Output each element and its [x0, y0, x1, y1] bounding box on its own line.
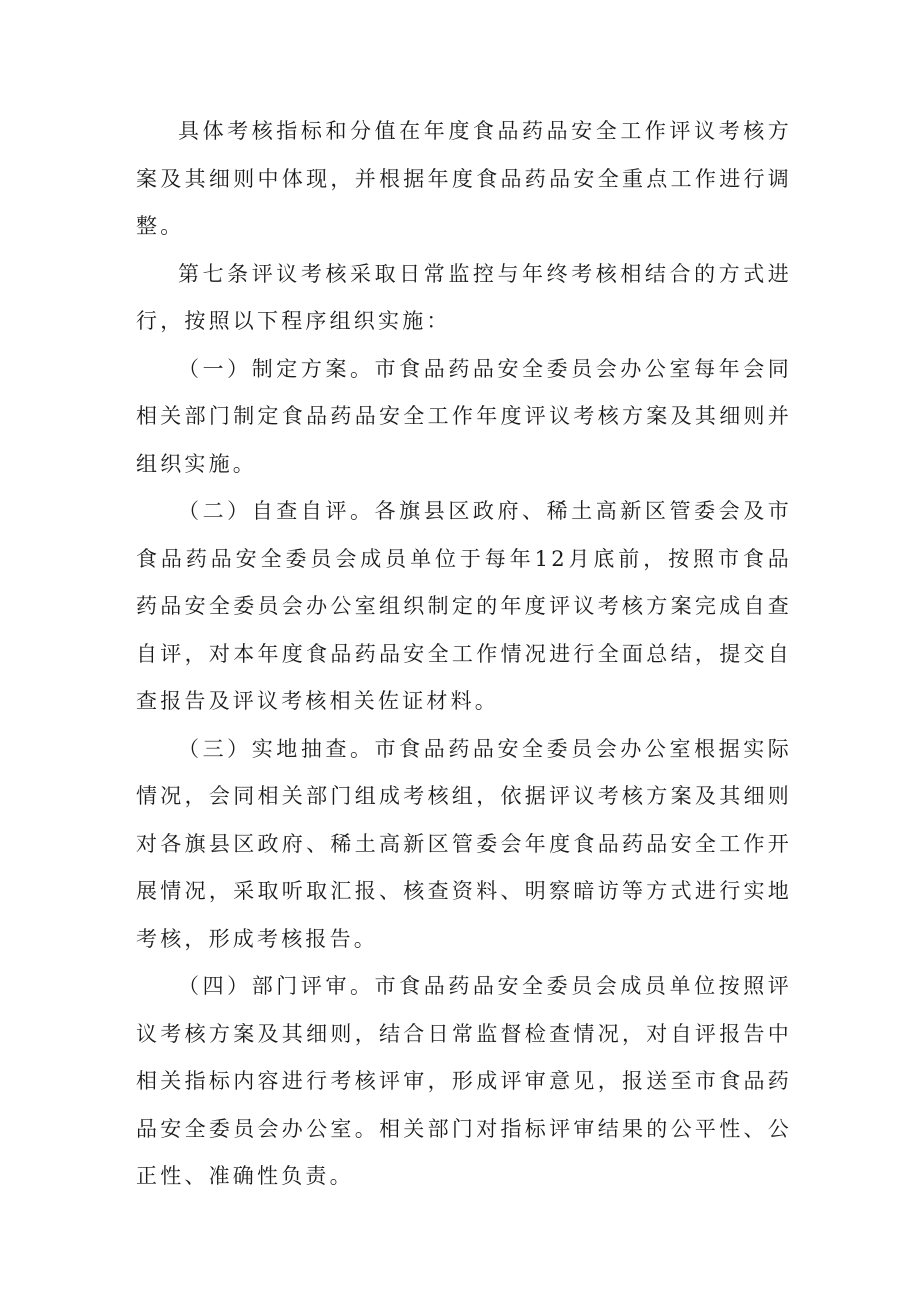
paragraph-step-two: （二）自查自评。各旗县区政府、稀土高新区管委会及市食品药品安全委员会成员单位于每年12月底前，按照市食品药品安全委员会办公室组织制定的年度评议考核方案完成自查自评，对本年度食品药品安全工作情况进行全面总结，提交自查报告及评议考核相关佐证材料。: [136, 499, 792, 713]
paragraph-step-three: （三）实地抽查。市食品药品安全委员会办公室根据实际情况，会同相关部门组成考核组，依据评议考核方案及其细则对各旗县区政府、稀土高新区管委会年度食品药品安全工作开展情况，采取听取汇报、核查资料、明察暗访等方式进行实地考核，形成考核报告。: [136, 736, 792, 951]
paragraph-article-seven: 第七条评议考核采取日常监控与年终考核相结合的方式进行，按照以下程序组织实施：: [136, 261, 792, 333]
paragraph-step-four: （四）部门评审。市食品药品安全委员会成员单位按照评议考核方案及其细则，结合日常监督检查情况，对自评报告中相关指标内容进行考核评审，形成评审意见，报送至市食品药品安全委员会办公室。相关部门对指标评审结果的公平性、公正性、准确性负责。: [136, 974, 792, 1188]
paragraph-step-one: （一）制定方案。市食品药品安全委员会办公室每年会同相关部门制定食品药品安全工作年度评议考核方案及其细则并组织实施。: [136, 356, 792, 476]
paragraph-indicators: 具体考核指标和分值在年度食品药品安全工作评议考核方案及其细则中体现，并根据年度食品药品安全重点工作进行调整。: [136, 119, 792, 238]
